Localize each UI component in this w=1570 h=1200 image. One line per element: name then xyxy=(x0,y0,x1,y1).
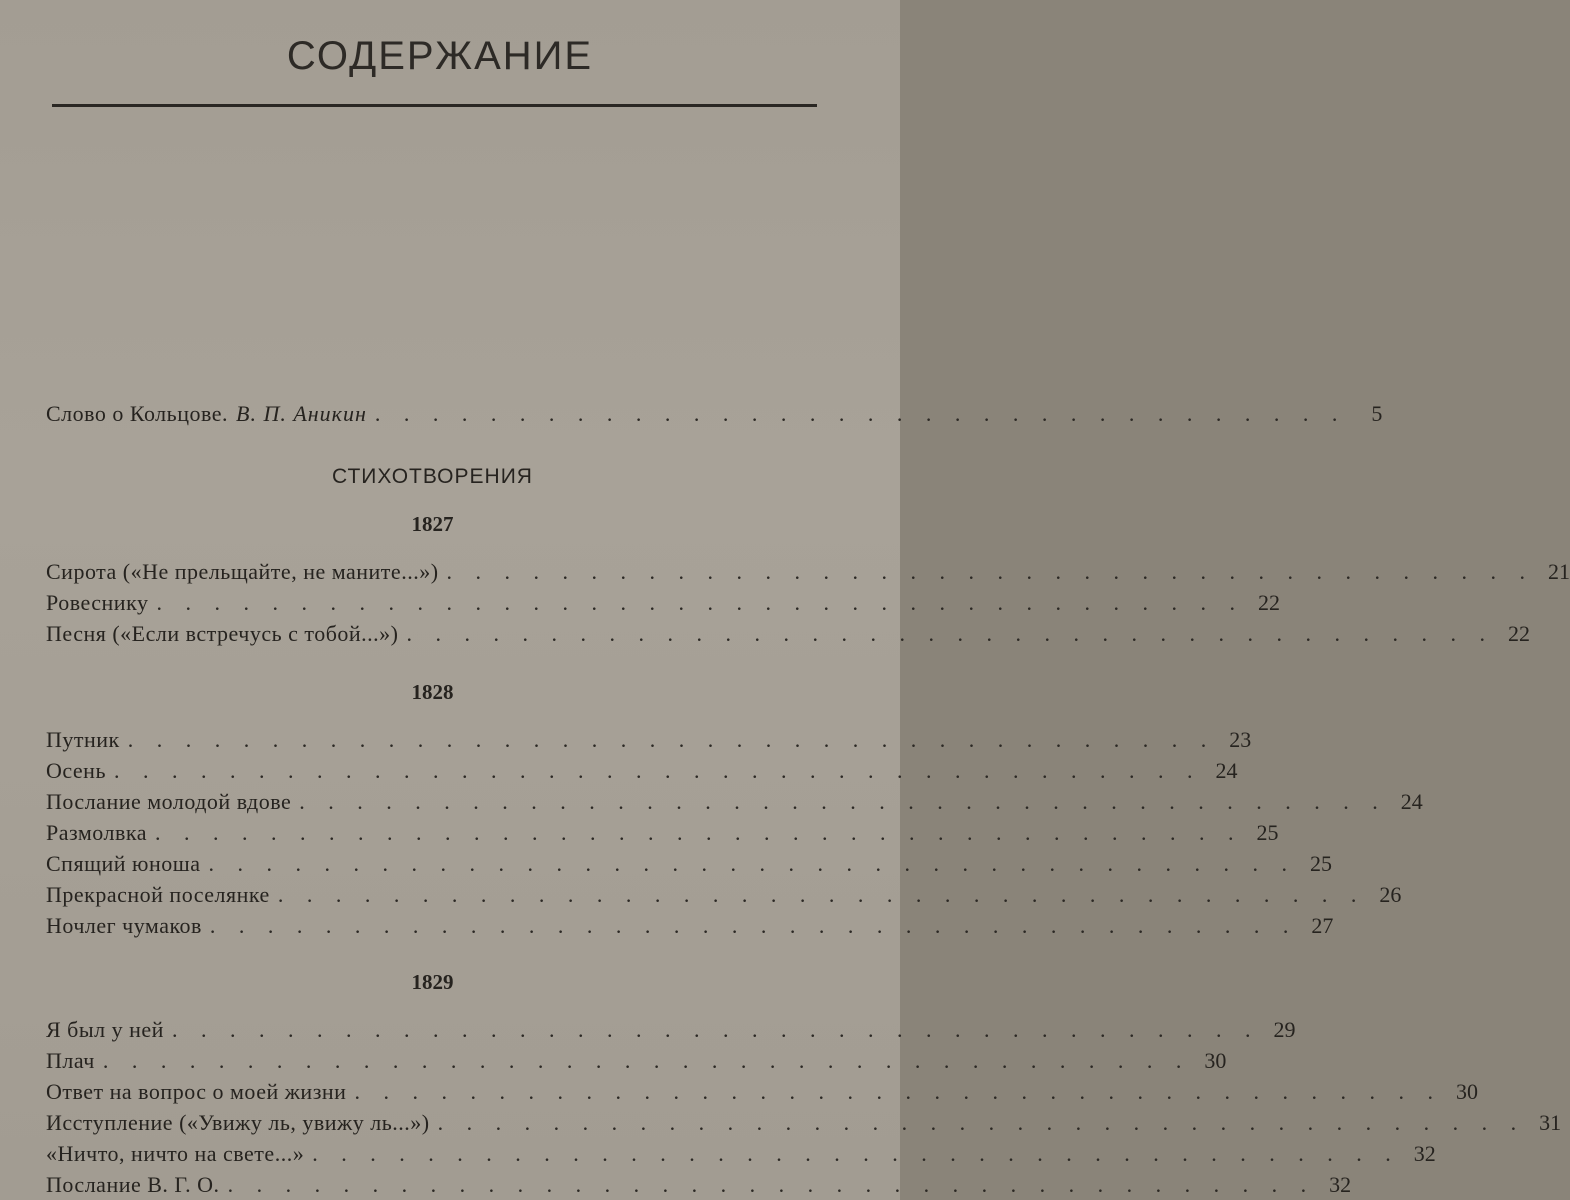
dot-leader: . . . . . . . . . . . . . . . . . . . . . . . . . . . . . . . . . . . . . . xyxy=(437,1110,1526,1135)
entry-page-number: 24 xyxy=(1400,789,1423,814)
entry-page-number: 32 xyxy=(1329,1172,1352,1197)
dot-leader: . . . . . . . . . . . . . . . . . . . . . . . . . . . . . . . . . . . . . . xyxy=(171,1017,1260,1042)
dot-leader: . . . . . . . . . . . . . . . . . . . . . . . . . . . . . . . . . . . . . . xyxy=(208,851,1296,876)
toc-entry xyxy=(46,1079,1478,1105)
toc-entry xyxy=(46,1141,1436,1167)
entry-title: Осень xyxy=(46,758,106,783)
entry-title: Прекрасной поселянке xyxy=(46,882,270,907)
toc-entry xyxy=(46,820,1279,846)
toc-entry xyxy=(46,882,1402,908)
toc-entry xyxy=(46,1110,1562,1136)
entry-page-number: 32 xyxy=(1413,1141,1436,1166)
entry-title: Исступление («Увижу ль, увижу ль...») xyxy=(46,1110,430,1135)
dot-leader: . . . . . . . . . . . . . . . . . . . . . . . . . . . . . . . . . . . . . . xyxy=(354,1079,1442,1104)
toc-entry xyxy=(46,1017,1296,1043)
dot-leader: . . . . . . . . . . . . . . . . . . . . . . . . . . . . . . . . . . . . . . xyxy=(102,1048,1191,1073)
toc-entry xyxy=(46,851,1332,877)
entry-page-number: 27 xyxy=(1311,913,1334,938)
toc-entry xyxy=(46,559,1570,585)
page-title: СОДЕРЖАНИЕ xyxy=(286,34,594,78)
entry-page-number: 25 xyxy=(1309,851,1332,876)
entry-page-number: 22 xyxy=(1257,590,1280,615)
entry-page-number: 31 xyxy=(1539,1110,1562,1135)
dot-leader: . . . . . . . . . . . . . . . . . . . . . . . . . . . . . . . . . . . . . . xyxy=(312,1141,1400,1166)
toc-entry xyxy=(46,621,1531,647)
dot-leader: . . . . . . . . . . . . . . . . . . . . . . . . . . . . . . . . . . . . . . xyxy=(277,882,1366,907)
entry-title: «Ничто, ничто на свете...» xyxy=(46,1141,305,1166)
toc-entry xyxy=(46,758,1238,784)
entry-title: Ночлег чумаков xyxy=(46,913,202,938)
toc-entry xyxy=(46,1172,1352,1198)
dot-leader: . . . . . . . . . . . . . . . . . . . . . . . . . . . . . . . . . . xyxy=(374,401,1347,426)
entry-title: Я был у ней xyxy=(46,1017,164,1042)
entry-title: Спящий юноша xyxy=(46,851,201,876)
toc-entry xyxy=(46,1048,1227,1074)
year-heading: 1829 xyxy=(411,970,454,994)
toc-entry xyxy=(46,913,1334,939)
title-rule xyxy=(52,104,817,107)
entry-page-number: 23 xyxy=(1229,727,1252,752)
entry-page-number: 21 xyxy=(1548,559,1570,584)
entry-title: Песня («Если встречусь с тобой...») xyxy=(46,621,399,646)
entry-page-number: 30 xyxy=(1455,1079,1478,1104)
entry-title: Послание В. Г. О. xyxy=(46,1172,220,1197)
intro-entry xyxy=(46,401,1383,427)
entry-title: Ответ на вопрос о моей жизни xyxy=(46,1079,347,1104)
dot-leader: . . . . . . . . . . . . . . . . . . . . . . . . . . . . . . . . . . . . . . xyxy=(299,789,1387,814)
dot-leader: . . . . . . . . . . . . . . . . . . . . . . . . . . . . . . . . . . . . . . xyxy=(156,590,1244,615)
entry-title: Послание молодой вдове xyxy=(46,789,292,814)
entry-title: Путник xyxy=(46,727,120,752)
intro-author: В. П. Аникин xyxy=(236,401,367,426)
dot-leader: . . . . . . . . . . . . . . . . . . . . . . . . . . . . . . . . . . . . . . xyxy=(406,621,1495,646)
entry-page-number: 25 xyxy=(1256,820,1279,845)
dot-leader: . . . . . . . . . . . . . . . . . . . . . . . . . . . . . . . . . . . . . . xyxy=(227,1172,1316,1197)
entry-title: Плач xyxy=(46,1048,95,1073)
entry-title: Сирота («Не прельщайте, не маните...») xyxy=(46,559,439,584)
intro-title: Слово о Кольцове. xyxy=(46,401,228,426)
entry-title: Размолвка xyxy=(46,820,147,845)
intro-page-number: 5 xyxy=(1371,401,1383,426)
toc-entry xyxy=(46,727,1252,753)
entry-page-number: 22 xyxy=(1508,621,1531,646)
dot-leader: . . . . . . . . . . . . . . . . . . . . . . . . . . . . . . . . . . . . . . xyxy=(127,727,1216,752)
year-heading: 1827 xyxy=(411,512,454,536)
entry-title: Ровеснику xyxy=(46,590,149,615)
entry-page-number: 29 xyxy=(1273,1017,1296,1042)
toc-entry xyxy=(46,789,1423,815)
entry-page-number: 26 xyxy=(1379,882,1402,907)
section-heading: СТИХОТВОРЕНИЯ xyxy=(332,465,533,488)
entry-page-number: 24 xyxy=(1215,758,1238,783)
dot-leader: . . . . . . . . . . . . . . . . . . . . . . . . . . . . . . . . . . . . . . xyxy=(114,758,1202,783)
entry-page-number: 30 xyxy=(1204,1048,1227,1073)
dot-leader: . . . . . . . . . . . . . . . . . . . . . . . . . . . . . . . . . . . . . . xyxy=(446,559,1535,584)
year-heading: 1828 xyxy=(411,680,454,704)
dot-leader: . . . . . . . . . . . . . . . . . . . . . . . . . . . . . . . . . . . . . . xyxy=(155,820,1243,845)
toc-entry xyxy=(46,590,1280,616)
dot-leader: . . . . . . . . . . . . . . . . . . . . . . . . . . . . . . . . . . . . . . xyxy=(209,913,1298,938)
